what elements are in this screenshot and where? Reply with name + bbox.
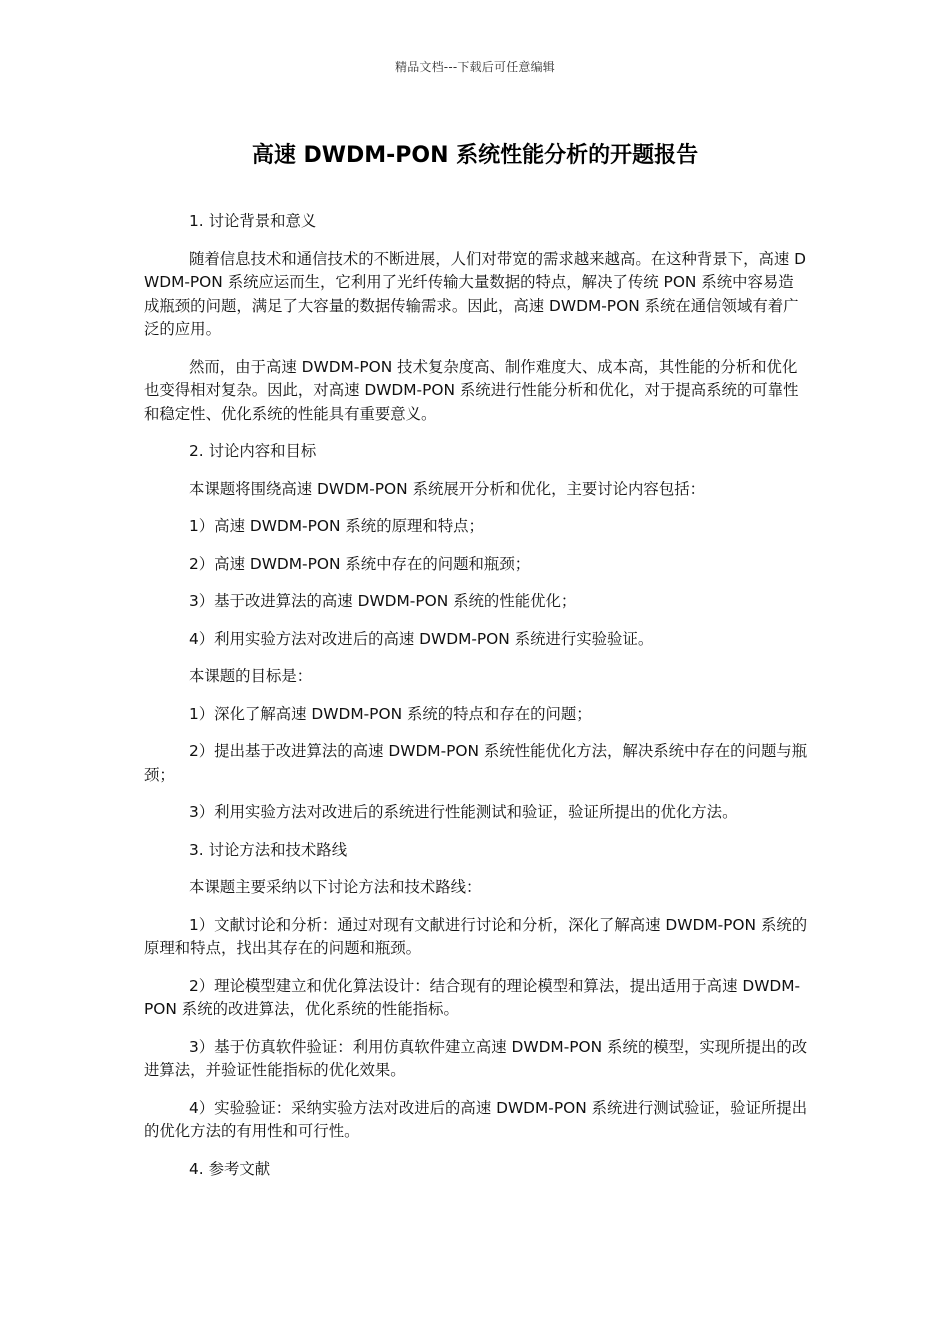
paragraph-methods-intro: 本课题主要采纳以下讨论方法和技术路线： (189, 878, 482, 896)
method-item-4: 4）实验验证：采纳实验方法对改进后的高速 DWDM-PON 系统进行测试验证，验证所提出的优化方法的有用性和可行性。 (144, 1098, 808, 1140)
paragraph-background-2: 然而，由于高速 DWDM-PON 技术复杂度高、制作难度大、成本高，其性能的分析和优化也变得相对复杂。因此，对高速 DWDM-PON 系统进行性能分析和优化，对于提高系统的可靠性和稳定性、优化系统的性能具有重要意义。 (144, 357, 799, 423)
method-item-2: 2）理论模型建立和优化算法设计：结合现有的理论模型和算法，提出适用于高速 DWDM-PON 系统的改进算法，优化系统的性能指标。 (144, 976, 801, 1018)
paragraph-background-1: 随着信息技术和通信技术的不断进展，人们对带宽的需求越来越高。在这种背景下，高速 DWDM-PON 系统应运而生，它利用了光纤传输大量数据的特点，解决了传统 PON 系统中容易造成瓶颈的问题，满足了大容量的数据传输需求。因此，高速 DWDM-PON 系统在通信领域有着广泛的应用。 (144, 249, 806, 338)
document-body (144, 210, 808, 1195)
document-title: 高速 DWDM-PON 系统性能分析的开题报告 (251, 143, 699, 168)
section-heading-methods: 3. 讨论方法和技术路线 (189, 840, 348, 859)
goal-item-3: 3）利用实验方法对改进后的系统进行性能测试和验证，验证所提出的优化方法。 (189, 803, 738, 821)
content-item-2: 2）高速 DWDM-PON 系统中存在的问题和瓶颈； (189, 554, 531, 573)
section-heading-background: 1. 讨论背景和意义 (189, 212, 317, 230)
goal-item-2: 2）提出基于改进算法的高速 DWDM-PON 系统性能优化方法，解决系统中存在的问题与瓶颈； (144, 742, 808, 784)
content-item-4: 4）利用实验方法对改进后的高速 DWDM-PON 系统进行实验验证。 (189, 629, 654, 648)
goal-item-1: 1）深化了解高速 DWDM-PON 系统的特点和存在的问题； (189, 704, 592, 723)
section-heading-references: 4. 参考文献 (189, 1159, 271, 1178)
method-item-1: 1）文献讨论和分析：通过对现有文献进行讨论和分析，深化了解高速 DWDM-PON 系统的原理和特点，找出其存在的问题和瓶颈。 (144, 915, 808, 957)
section-heading-content-goals: 2. 讨论内容和目标 (189, 442, 317, 460)
paragraph-goals-intro: 本课题的目标是： (189, 667, 313, 685)
page-header: 精品文档---下载后可任意编辑 (395, 60, 555, 74)
method-item-3: 3）基于仿真软件验证：利用仿真软件建立高速 DWDM-PON 系统的模型，实现所提出的改进算法，并验证性能指标的优化效果。 (144, 1037, 808, 1079)
paragraph-content-intro: 本课题将围绕高速 DWDM-PON 系统展开分析和优化，主要讨论内容包括： (189, 479, 705, 498)
content-item-3: 3）基于改进算法的高速 DWDM-PON 系统的性能优化； (189, 592, 577, 610)
content-item-1: 1）高速 DWDM-PON 系统的原理和特点； (189, 517, 484, 535)
